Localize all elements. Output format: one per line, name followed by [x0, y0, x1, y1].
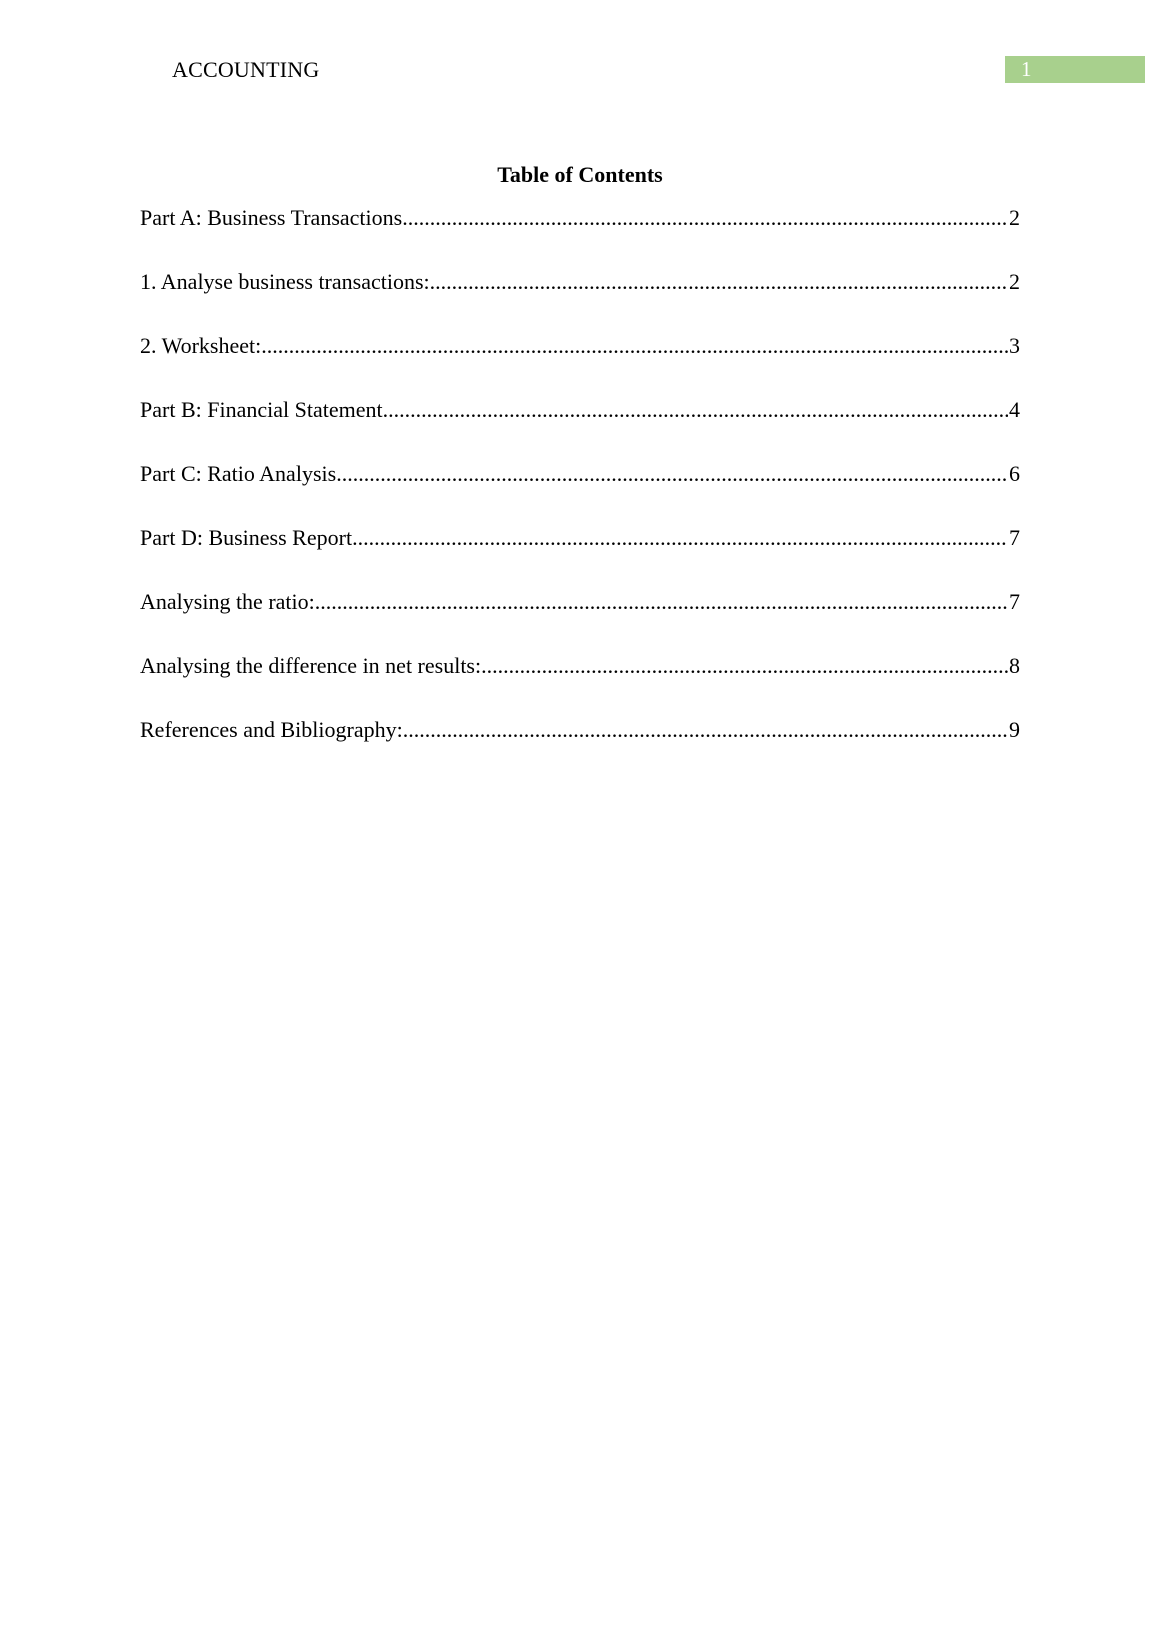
toc-entry-page: 2	[1009, 269, 1020, 294]
toc-entry-page: 8	[1009, 653, 1020, 678]
toc-dot-leader	[315, 588, 1008, 616]
toc-entry-part-c[interactable]	[140, 460, 1020, 524]
toc-dot-leader	[261, 332, 1008, 360]
toc-entry-page: 4	[1009, 397, 1020, 422]
toc-entry-references[interactable]	[140, 716, 1020, 780]
page-header	[0, 0, 1158, 100]
running-head: ACCOUNTING	[172, 57, 320, 82]
table-of-contents	[140, 160, 1020, 780]
toc-entry-label: Part B: Financial Statement	[140, 397, 383, 422]
toc-entry-label: Part A: Business Transactions	[140, 205, 403, 230]
page-number-box	[1005, 56, 1145, 83]
toc-entry-page: 7	[1009, 589, 1020, 614]
toc-entry-label: 1. Analyse business transactions:	[140, 269, 430, 294]
toc-entry-page: 9	[1009, 717, 1020, 742]
toc-entry-label: Analysing the ratio:	[140, 589, 315, 614]
toc-dot-leader	[383, 396, 1008, 424]
toc-entry-worksheet[interactable]	[140, 332, 1020, 396]
toc-entry-label: 2. Worksheet:	[140, 333, 262, 358]
toc-entry-page: 7	[1009, 525, 1020, 550]
toc-entry-analysing-net-results[interactable]	[140, 652, 1020, 716]
toc-dot-leader	[402, 204, 1008, 232]
toc-dot-leader	[481, 652, 1008, 680]
toc-entry-part-d[interactable]	[140, 524, 1020, 588]
toc-list	[140, 204, 1020, 780]
page-number: 1	[1021, 57, 1032, 81]
toc-dot-leader	[336, 460, 1008, 488]
toc-entry-page: 2	[1009, 205, 1020, 230]
toc-dot-leader	[352, 524, 1008, 552]
toc-entry-analysing-the-ratio[interactable]	[140, 588, 1020, 652]
toc-entry-label: Analysing the difference in net results:	[140, 653, 482, 678]
toc-entry-page: 3	[1009, 333, 1020, 358]
toc-entry-page: 6	[1009, 461, 1020, 486]
toc-dot-leader	[403, 716, 1008, 744]
toc-entry-part-a[interactable]	[140, 204, 1020, 268]
toc-title: Table of Contents	[497, 162, 663, 187]
toc-entry-label: References and Bibliography:	[140, 717, 403, 742]
toc-dot-leader	[430, 268, 1008, 296]
toc-entry-label: Part D: Business Report	[140, 525, 353, 550]
toc-entry-part-b[interactable]	[140, 396, 1020, 460]
toc-entry-analyse-business-transactions[interactable]	[140, 268, 1020, 332]
toc-entry-label: Part C: Ratio Analysis	[140, 461, 337, 486]
